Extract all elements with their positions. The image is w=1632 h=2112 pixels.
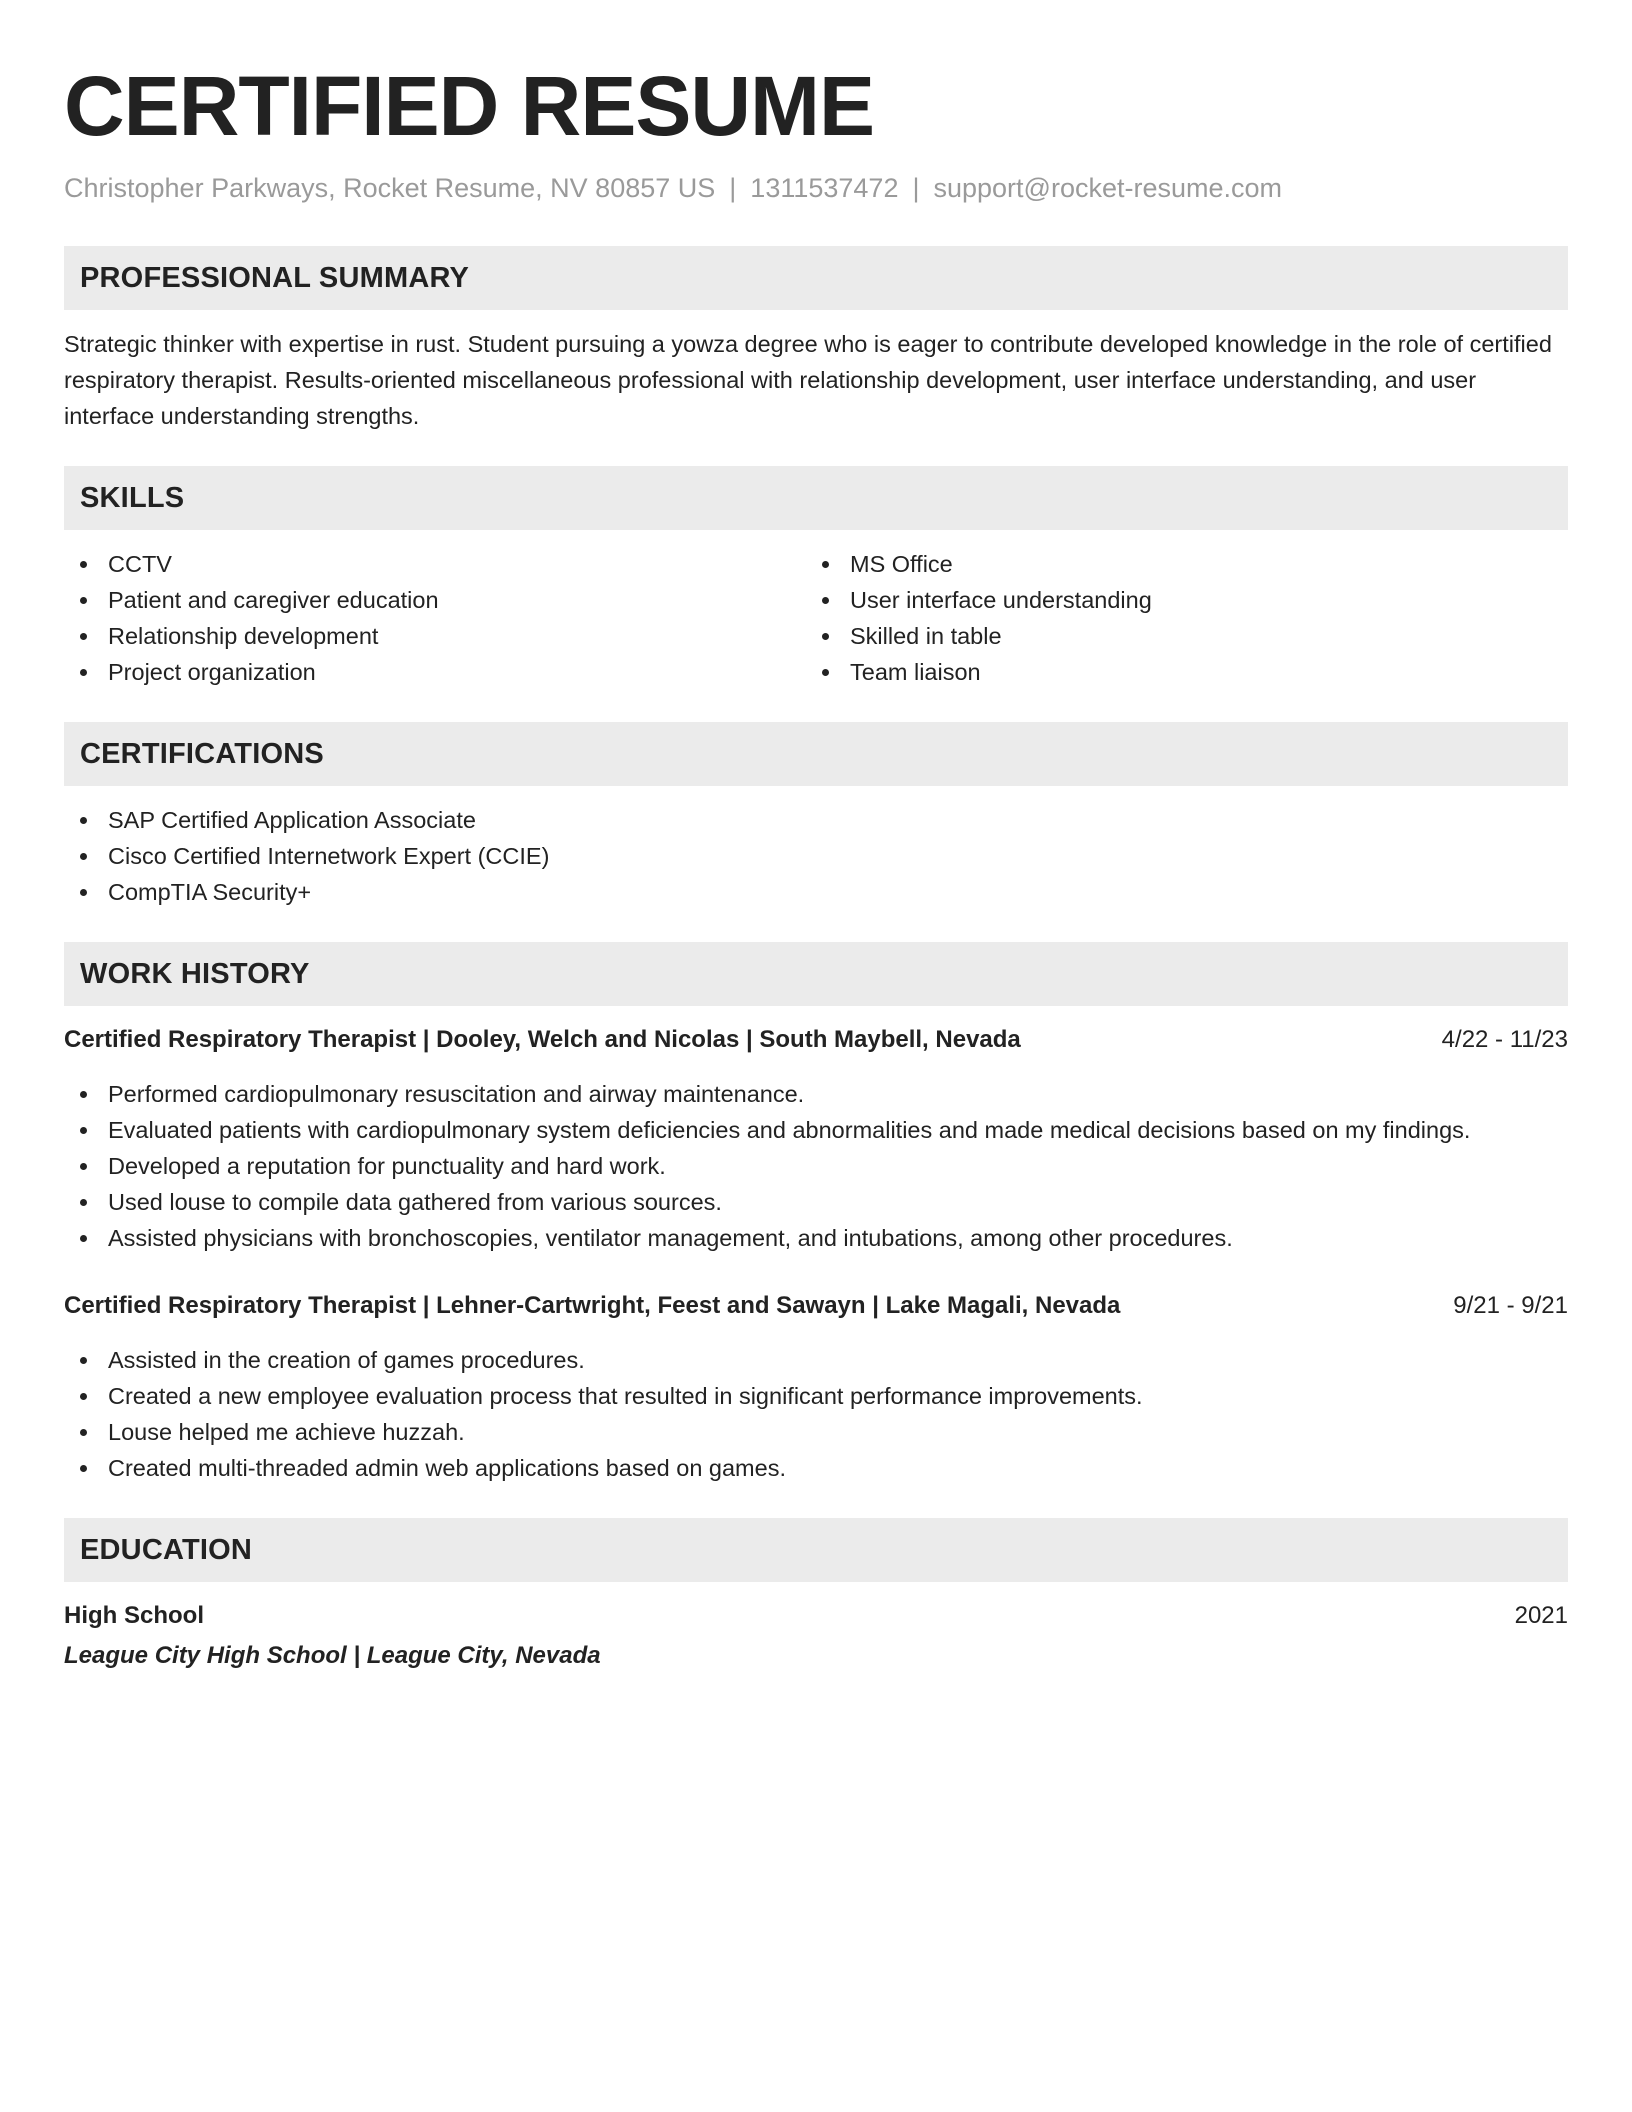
contact-address: Christopher Parkways, Rocket Resume, NV 80857 US	[64, 173, 716, 203]
education-section	[64, 1518, 1568, 1674]
summary-text: Strategic thinker with expertise in rust. Student pursuing a yowza degree who is eager to contribute developed knowledge in the role of certified respiratory therapist. Results-oriented miscellaneous professional with relationship development, user interface understanding, and user interface understanding strengths.	[64, 331, 1552, 429]
resume-title: CERTIFIED RESUME	[64, 59, 875, 153]
job-header	[64, 1288, 1568, 1324]
education-school: League City High School | League City, Nevada	[64, 1642, 601, 1669]
job-title: Certified Respiratory Therapist | Lehner-Cartwright, Feest and Sawayn | Lake Magali, Nevada	[64, 1292, 1121, 1319]
resume-page	[64, 0, 1568, 1674]
contact-line	[64, 170, 1568, 206]
contact-email: support@rocket-resume.com	[933, 173, 1283, 203]
job-bullet: Performed cardiopulmonary resuscitation and airway maintenance.	[64, 1076, 1568, 1112]
summary-heading: PROFESSIONAL SUMMARY	[64, 246, 1568, 310]
job-bullet: Created a new employee evaluation process that resulted in significant performance improvements.	[64, 1378, 1568, 1414]
education-year: 2021	[1514, 1602, 1568, 1629]
summary-section	[64, 246, 1568, 434]
job-dates: 4/22 - 11/23	[1441, 1026, 1568, 1053]
education-header	[64, 1598, 1568, 1634]
contact-phone: 1311537472	[750, 173, 899, 203]
certification-item: SAP Certified Application Associate	[64, 802, 1568, 838]
work-history-section	[64, 942, 1568, 1486]
contact-separator: |	[912, 173, 920, 203]
skill-item: MS Office	[806, 546, 1548, 582]
contact-separator: |	[729, 173, 737, 203]
job-bullet: Evaluated patients with cardiopulmonary system deficiencies and abnormalities and made medical decisions based on my findings.	[64, 1112, 1568, 1148]
job-header	[64, 1022, 1568, 1058]
certifications-section	[64, 722, 1568, 910]
certification-item: Cisco Certified Internetwork Expert (CCIE)	[64, 838, 1568, 874]
work-history-heading: WORK HISTORY	[64, 942, 1568, 1006]
certifications-heading: CERTIFICATIONS	[64, 722, 1568, 786]
job-dates: 9/21 - 9/21	[1453, 1292, 1568, 1319]
skills-section	[64, 466, 1568, 690]
skill-item: Team liaison	[806, 654, 1548, 690]
job-bullet: Used louse to compile data gathered from various sources.	[64, 1184, 1568, 1220]
job-bullet: Assisted in the creation of games procedures.	[64, 1342, 1568, 1378]
job-bullet: Assisted physicians with bronchoscopies, ventilator management, and intubations, among other procedures.	[64, 1220, 1568, 1256]
certifications-list	[64, 802, 1568, 910]
job-title: Certified Respiratory Therapist | Dooley, Welch and Nicolas | South Maybell, Nevada	[64, 1026, 1021, 1053]
job-bullets	[64, 1076, 1568, 1256]
job-bullets	[64, 1342, 1568, 1486]
skill-item: CCTV	[64, 546, 806, 582]
skill-item: Project organization	[64, 654, 806, 690]
education-heading: EDUCATION	[64, 1518, 1568, 1582]
skills-column-left	[64, 546, 806, 690]
skill-item: Relationship development	[64, 618, 806, 654]
job-bullet: Louse helped me achieve huzzah.	[64, 1414, 1568, 1450]
job-entry	[64, 1288, 1568, 1486]
skills-heading: SKILLS	[64, 466, 1568, 530]
job-bullet: Created multi-threaded admin web applications based on games.	[64, 1450, 1568, 1486]
job-bullet: Developed a reputation for punctuality and hard work.	[64, 1148, 1568, 1184]
skill-item: Patient and caregiver education	[64, 582, 806, 618]
job-entry	[64, 1022, 1568, 1256]
certification-item: CompTIA Security+	[64, 874, 1568, 910]
education-degree: High School	[64, 1602, 204, 1629]
skill-item: Skilled in table	[806, 618, 1548, 654]
skills-grid	[64, 546, 1568, 690]
skills-column-right	[806, 546, 1548, 690]
skill-item: User interface understanding	[806, 582, 1548, 618]
